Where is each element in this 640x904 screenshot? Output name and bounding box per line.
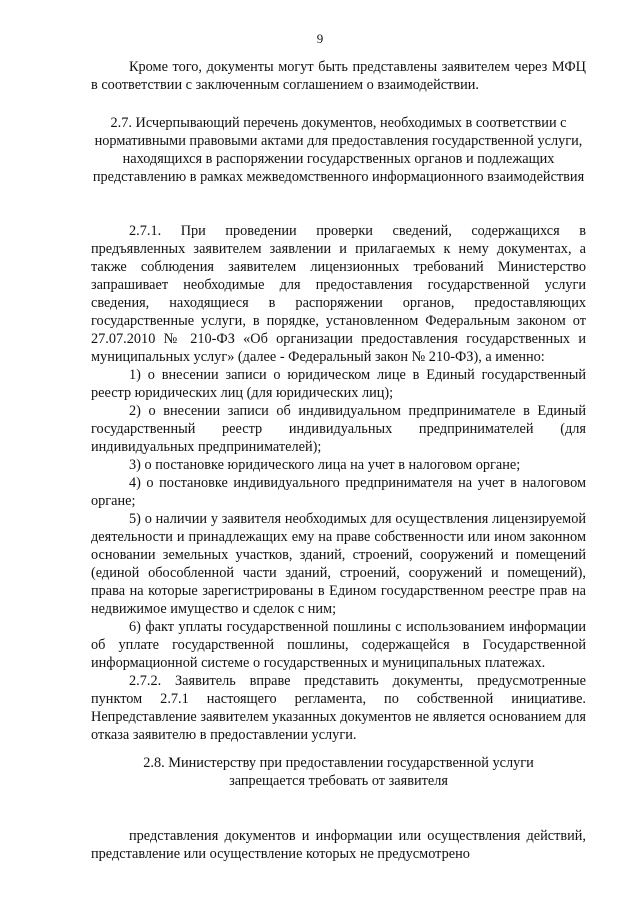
- section-2-8-body: [91, 827, 586, 863]
- list-item: 6) факт уплаты государственной пошлины с использованием информации об уплате государственной пошлины, содержащейся в Государственной информационной системе о государственных и муниципальных платежах.: [91, 619, 586, 671]
- list-item: 2) о внесении записи об индивидуальном предпринимателе в Единый государственный реестр индивидуальных предпринимателей (для индивидуальных предпринимателей);: [91, 403, 586, 455]
- page-number: 9: [316, 31, 324, 46]
- section-2-8-heading-line2: запрещается требовать от заявителя: [229, 773, 448, 789]
- intro-block: [91, 58, 586, 94]
- section-2-7-heading-block: [88, 114, 589, 186]
- section-2-8-heading-block: [91, 754, 586, 790]
- section-2-8-heading-line1: 2.8. Министерству при предоставлении государственной услуги: [143, 755, 534, 771]
- paragraph-2-7-2: 2.7.2. Заявитель вправе представить документы, предусмотренные пунктом 2.7.1 настоящего регламента, по собственной инициативе. Непредставление заявителем указанных документов не является основанием для отказа заявителю в предоставлении услуги.: [91, 673, 586, 743]
- section-2-7-body: [91, 222, 586, 744]
- section-2-8-paragraph: представления документов и информации или осуществления действий, представление или осуществление которых не предусмотрено: [91, 828, 586, 862]
- list-item: 1) о внесении записи о юридическом лице в Единый государственный реестр юридических лиц (для юридических лиц);: [91, 367, 586, 401]
- list-item: 5) о наличии у заявителя необходимых для осуществления лицензируемой деятельности и принадлежащих ему на праве собственности или ином законном основании земельных участков, зданий, строений, сооружений и помещений (единой обособленной части зданий, строений, сооружений и помещений), права на которые зарегистрированы в Едином государственном реестре прав на недвижимое имущество и сделок с ним;: [91, 511, 586, 617]
- intro-paragraph: Кроме того, документы могут быть представлены заявителем через МФЦ в соответствии с заключенным соглашением о взаимодействии.: [91, 59, 586, 93]
- list-item: 4) о постановке индивидуального предпринимателя на учет в налоговом органе;: [91, 475, 586, 509]
- paragraph-2-7-1: 2.7.1. При проведении проверки сведений, содержащихся в предъявленных заявителем заявлении и прилагаемых к нему документах, а также соблюдения заявителем лицензионных требований Министерство запрашивает необходимые для предоставления государственной услуги сведения, находящиеся в распоряжении органов, предоставляющих государственные услуги, в порядке, установленном Федеральным законом от 27.07.2010 № 210-ФЗ «Об организации предоставления государственных и муниципальных услуг» (далее - Федеральный закон № 210-ФЗ), а именно:: [91, 223, 586, 365]
- list-item: 3) о постановке юридического лица на учет в налоговом органе;: [129, 457, 521, 473]
- section-2-7-heading: 2.7. Исчерпывающий перечень документов, необходимых в соответствии с нормативными правовыми актами для предоставления государственной услуги, находящихся в распоряжении государственных органов и подлежащих представлению в рамках межведомственного информационного взаимодействия: [92, 115, 585, 185]
